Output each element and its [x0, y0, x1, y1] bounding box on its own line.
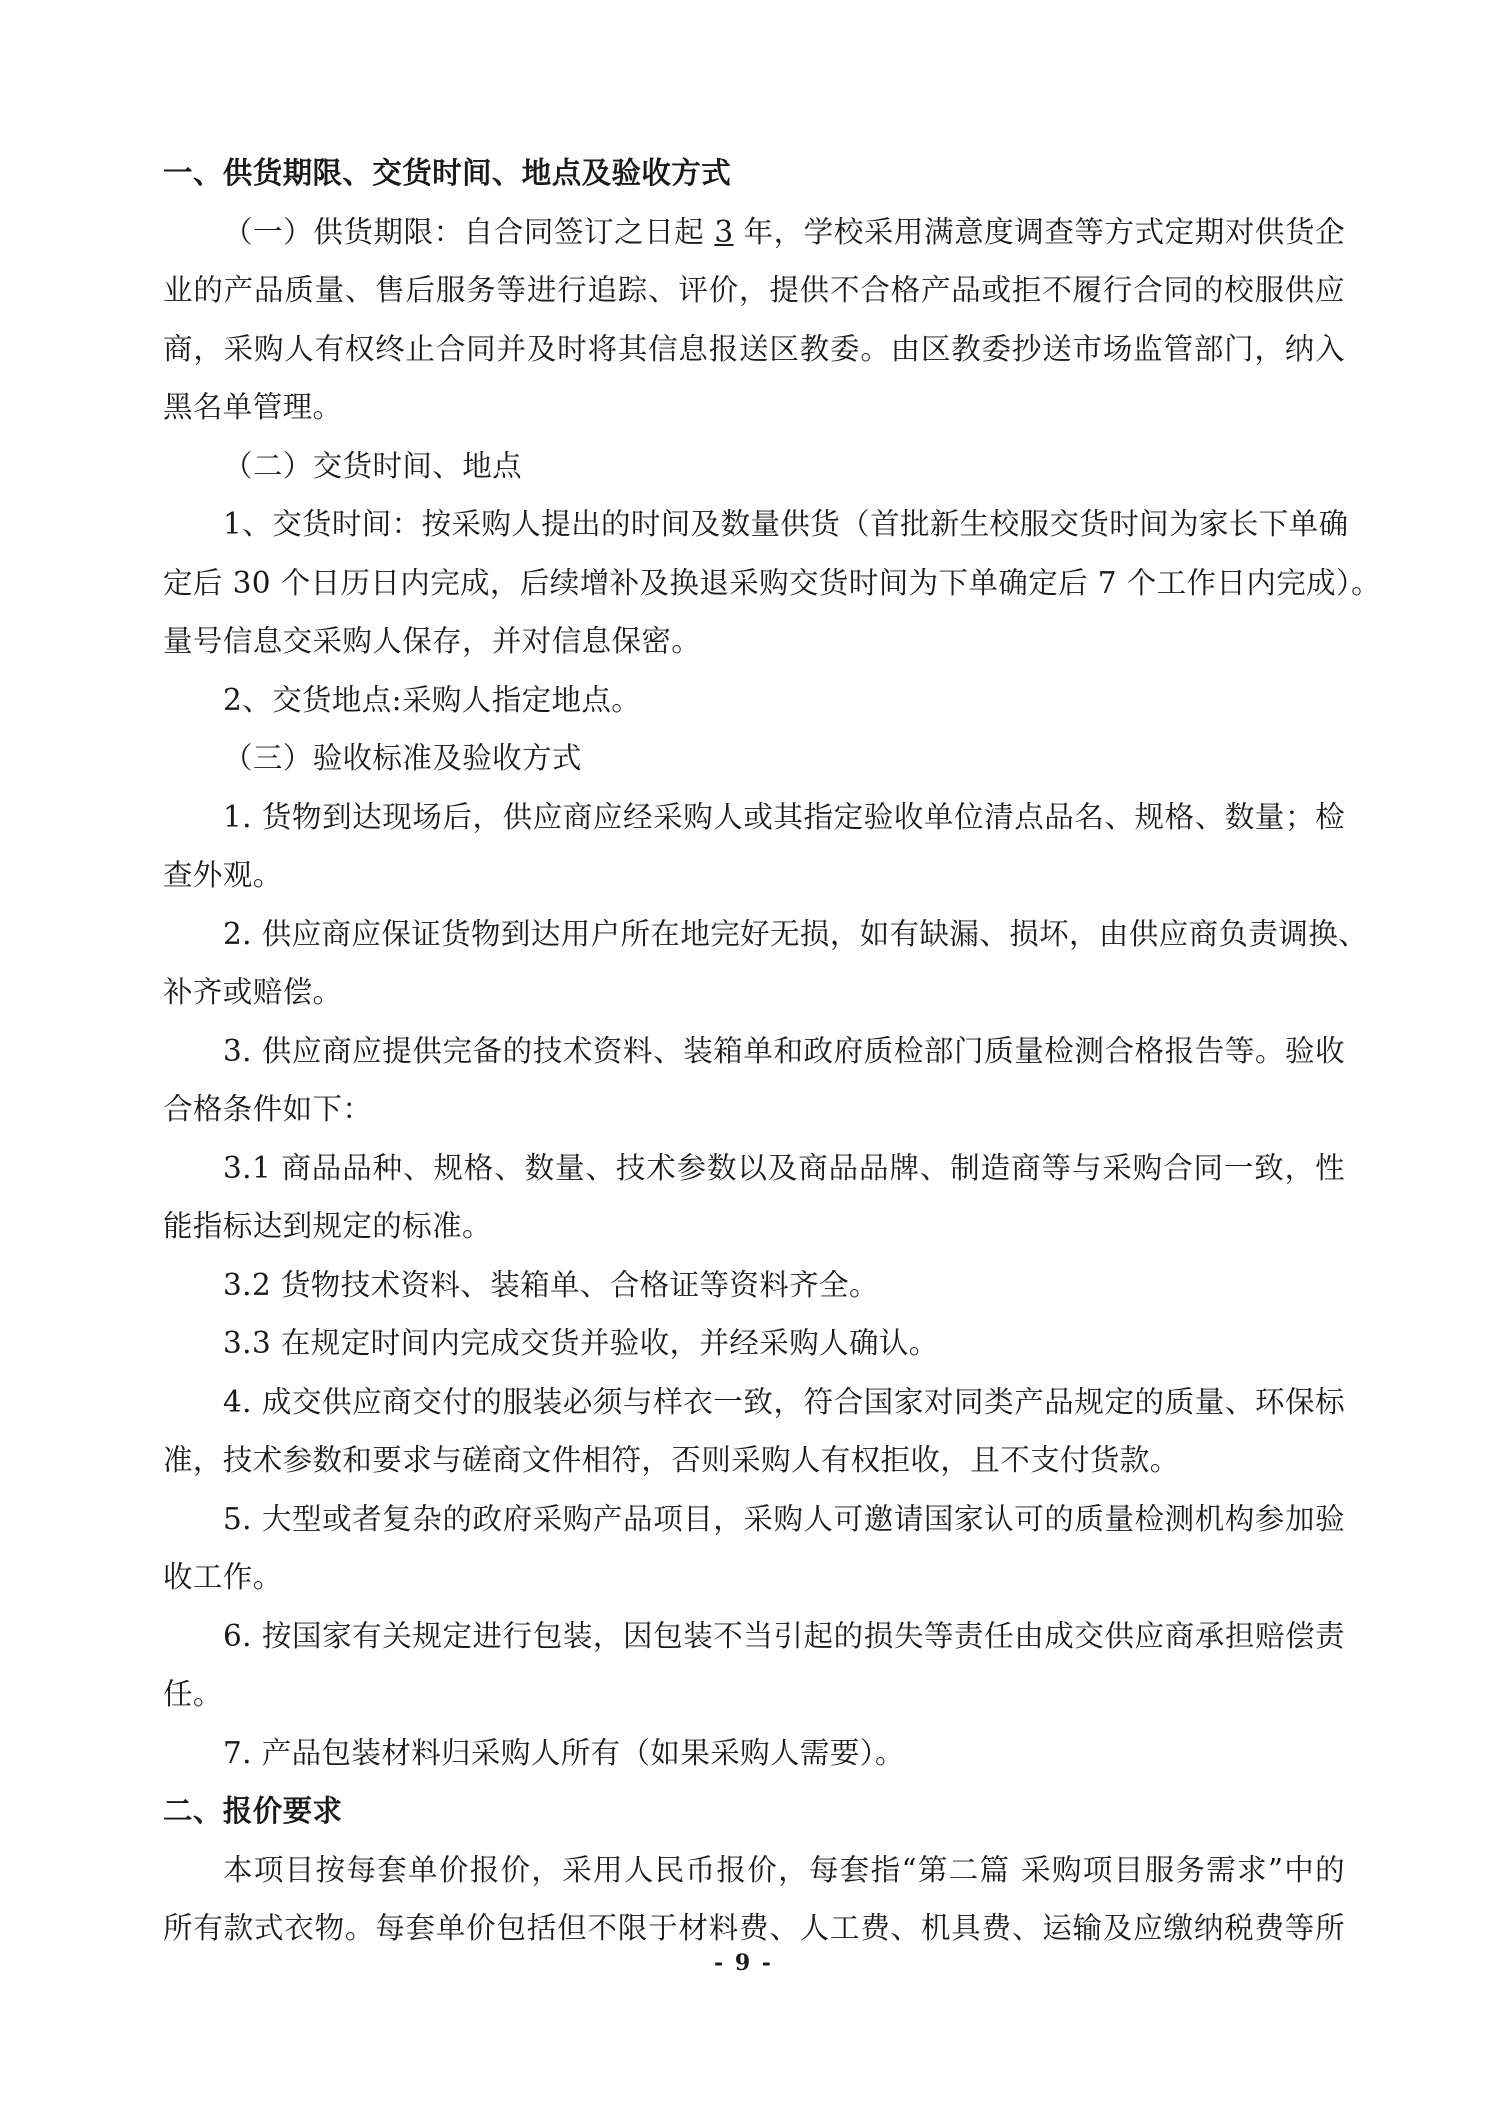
paragraph-line: 合格条件如下： [163, 1092, 373, 1126]
page-number: - 9 - [714, 1950, 773, 1976]
paragraph-line: 本项目按每套单价报价，采用人民币报价，每套指“第二篇 采购项目服务需求”中的 [223, 1852, 1345, 1887]
paragraph-line: 1、交货时间：按采购人提出的时间及数量供货（首批新生校服交货时间为家长下单确 [223, 507, 1349, 541]
paragraph-line: 3.3 在规定时间内完成交货并验收，并经采购人确认。 [223, 1326, 939, 1360]
paragraph-line: 3.1 商品品种、规格、数量、技术参数以及商品品牌、制造商等与采购合同一致，性 [223, 1150, 1345, 1185]
paragraph-line: 6. 按国家有关规定进行包装，因包装不当引起的损失等责任由成交供应商承担赔偿责 [223, 1618, 1345, 1653]
paragraph-line: 定后 30 个日历日内完成，后续增补及换退采购交货时间为下单确定后 7 个工作日内完成）。 [163, 565, 1382, 600]
document-page [163, 144, 1382, 1958]
paragraph-line: 量号信息交采购人保存，并对信息保密。 [163, 624, 702, 658]
paragraph-line: 任。 [163, 1677, 223, 1711]
paragraph-line: 4. 成交供应商交付的服装必须与样衣一致，符合国家对同类产品规定的质量、环保标 [223, 1384, 1345, 1419]
paragraph-line: 业的产品质量、售后服务等进行追踪、评价，提供不合格产品或拒不履行合同的校服供应 [163, 273, 1345, 307]
paragraph-line: 准，技术参数和要求与磋商文件相符，否则采购人有权拒收，且不支付货款。 [163, 1443, 1180, 1477]
paragraph-line: 所有款式衣物。每套单价包括但不限于材料费、人工费、机具费、运输及应缴纳税费等所 [163, 1911, 1345, 1945]
paragraph-line: 2. 供应商应保证货物到达用户所在地完好无损，如有缺漏、损坏，由供应商负责调换、 [223, 916, 1369, 951]
supply-years-value: 3 [714, 214, 734, 249]
paragraph-line: 3.2 货物技术资料、装箱单、合格证等资料齐全。 [223, 1267, 879, 1302]
paragraph-line: 1. 货物到达现场后，供应商应经采购人或其指定验收单位清点品名、规格、数量；检 [223, 799, 1345, 834]
paragraph-line: 7. 产品包装材料归采购人所有（如果采购人需要）。 [223, 1735, 905, 1770]
subheading-acceptance: （三）验收标准及验收方式 [223, 741, 582, 775]
paragraph-line: 补齐或赔偿。 [163, 975, 343, 1009]
paragraph-line: 5. 大型或者复杂的政府采购产品项目，采购人可邀请国家认可的质量检测机构参加验 [223, 1501, 1345, 1536]
text-span: （一）供货期限：自合同签订之日起 [223, 214, 715, 249]
paragraph-line: 黑名单管理。 [163, 390, 343, 424]
paragraph-line: 查外观。 [163, 858, 283, 892]
paragraph-line: 商，采购人有权终止合同并及时将其信息报送区教委。由区教委抄送市场监管部门，纳入 [163, 331, 1345, 366]
paragraph-line: 3. 供应商应提供完备的技术资料、装箱单和政府质检部门质量检测合格报告等。验收 [223, 1033, 1345, 1068]
text-span: 年，学校采用满意度调查等方式定期对供货企 [733, 214, 1346, 249]
section-heading-pricing: 二、报价要求 [163, 1794, 343, 1828]
paragraph-line [163, 203, 1345, 262]
paragraph-line: 2、交货地点:采购人指定地点。 [223, 682, 642, 717]
subheading-delivery: （二）交货时间、地点 [223, 448, 523, 483]
paragraph-line: 收工作。 [163, 1560, 283, 1594]
paragraph-line: 能指标达到规定的标准。 [163, 1209, 492, 1243]
section-heading-supply: 一、供货期限、交货时间、地点及验收方式 [163, 156, 732, 190]
